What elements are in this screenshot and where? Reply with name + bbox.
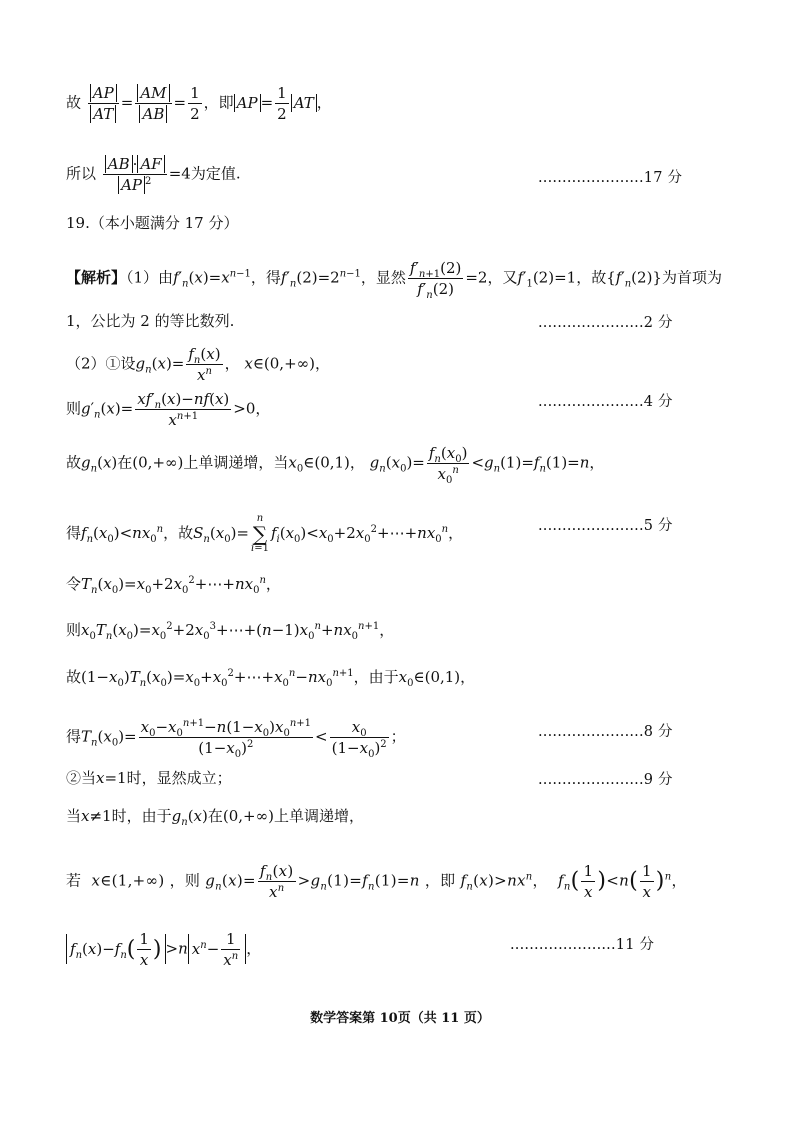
text-p1b: ，得 — [250, 268, 281, 287]
frac-gx0: $\frac{f_n(x_0)}{x_0^n}$ — [428, 444, 468, 486]
score-5: ......................5 分 — [538, 518, 673, 534]
text-p3a: 在 — [117, 453, 133, 472]
text-dingzhi: 为定值. — [190, 164, 241, 183]
score-4: ......................4 分 — [538, 394, 673, 410]
frac-ap-at: $\frac{AP}{AT}$ — [88, 84, 119, 123]
frac-gn: $\frac{f_n(x)}{x^n}$ — [188, 345, 221, 384]
score-8: ......................8 分 — [538, 724, 673, 740]
text-p1d: ，又 — [487, 268, 518, 287]
text-zeg: ，则 — [169, 871, 201, 890]
abs-ineq-line: $f_n(x)-f_n$( $\frac{1}{x}$ ) >n $x^n-$ $\frac{1}{x^n}$ ， — [66, 930, 261, 969]
sum-symbol: n ∑ i=1 — [250, 513, 269, 554]
frac-constant: $\frac{AB \cdot AF}{AP ^2}$ — [103, 155, 167, 194]
frac-deriv: $\frac{xf'_n(x)-nf(x)}{x^{n+1}}$ — [137, 390, 230, 429]
text-zai: 在 — [207, 807, 223, 825]
abs-left: $f_n(x)-f_n$( $\frac{1}{x}$ ) — [66, 934, 166, 964]
text-p1c: ，显然 — [360, 268, 406, 287]
text-gu-s: ，故 — [163, 524, 194, 542]
part2-def: （2）①设$g_n(x)=$ $\frac{f_n(x)}{x^n}$ ， x∈(0,+∞)， — [66, 345, 330, 384]
score-9: ......................9 分 — [538, 772, 673, 788]
abs-right: $x^n-$ $\frac{1}{x^n}$ — [188, 934, 246, 964]
text-p1a: （1）由 — [126, 268, 174, 287]
frac-inv-x-3: $\frac{1}{x}$ — [139, 930, 149, 969]
text-case1: ②当 — [66, 769, 97, 787]
tn-result: 得$T_n(x_0)=$ $\frac{x_0-x_0^{n+1}-n(1-x_0)x_0^{n+1}}{(1-x_0)^2}$ < $\frac{x_0}{(1-x_0)^2}$ ； — [66, 718, 406, 760]
text-case2b: 时，由于 — [111, 807, 172, 825]
if-line: 若 x∈(1,+∞) ，则 $g_n(x)=$ $\frac{f_n(x)}{x^n}$ $>g_n(1)=f_n(1)=n$ ，即 $f_n(x)>nx^n$， $f_n$( $\frac{1}{x}$ )<n( $\frac{1}{x}$ )$^n$， — [66, 862, 687, 901]
tn-def: 令$T_n(x_0)=x_0+2x_0^2+\cdots+nx_0^n$， — [66, 575, 281, 596]
analysis-label: 【解析】 — [66, 268, 127, 287]
text-case1b: 时，显然成立； — [126, 769, 232, 787]
question-header: 19.（本小题满分 17 分） — [66, 214, 239, 232]
frac-tn: $\frac{x_0-x_0^{n+1}-n(1-x_0)x_0^{n+1}}{(1-x_0)^2}$ — [140, 718, 312, 760]
text-p1e: ，故 — [576, 268, 607, 287]
frac-bound: $\frac{x_0}{(1-x_0)^2}$ — [331, 718, 387, 760]
score-17: ......................17 分 — [538, 170, 683, 186]
difference-line: 故$(1-x_0)T_n(x_0)=x_0+x_0^2+\cdots+x_0^n-nx_0^{n+1}$，由于$x_0\in(0,1)$， — [66, 668, 476, 689]
frac-am-ab: $\frac{AM}{AB}$ — [135, 84, 171, 123]
text-ze: 则 — [66, 399, 82, 418]
text-ruo: 若 — [66, 871, 82, 890]
sum-line: 得$f_n(x_0)<nx_0^n$，故$S_n(x_0)=n$ ∑ $i=1f_i(x_0)<x_0+2x_0^2+\cdots+nx_0^n$， — [66, 513, 464, 554]
text-gu: 故 — [66, 93, 82, 112]
frac-gn-2: $\frac{f_n(x)}{x^n}$ — [259, 862, 294, 901]
text-case2: 当 — [66, 807, 82, 825]
text-suoyi: 所以 — [66, 164, 97, 183]
text-p3b: 上单调递增，当 — [183, 453, 289, 472]
text-de: 得 — [66, 524, 82, 542]
score-2: ......................2 分 — [538, 315, 673, 331]
page-footer: 数学答案第 10页（共 11 页） — [310, 1011, 490, 1026]
case-xne1: 当x≠1时，由于$g_n(x)$在(0,+∞)上单调递增， — [66, 807, 364, 828]
text-ji2: ，即 — [424, 871, 456, 890]
derivative-line: 则$g'_n(x)=$ $\frac{xf'_n(x)-nf(x)}{x^{n+1}}$ >0， — [66, 390, 271, 429]
text-p1f: 为首项为 — [661, 268, 722, 287]
score-11: ......................11 分 — [510, 937, 655, 953]
text-p2a: （2）①设 — [66, 354, 136, 373]
text-case2c: 上单调递增， — [273, 807, 364, 825]
part1-line: 【解析】（1）由$f'_n(x)=x^{n-1}$，得$f'_n(2)=2^{n-1}$，显然 $\frac{f'_{n+1}(2)}{f'_n(2)}$ =2，又$f'_1(2)=1$，故$\{f'_n(2)\}$为首项为 — [66, 259, 722, 301]
text-gu3: 故 — [66, 668, 82, 686]
frac-ratio: $\frac{f'_{n+1}(2)}{f'_n(2)}$ — [409, 259, 462, 301]
text-ling: 令 — [66, 575, 82, 593]
text-ji: ，即 — [203, 93, 234, 112]
text-ze-2: 则 — [66, 621, 82, 639]
frac-inv-xn: $\frac{1}{x^n}$ — [223, 930, 239, 969]
ratio-line: 故 $\frac{AP}{AT}$ = $\frac{AM}{AB}$ = $\frac{1}{2}$ ，即 AP = $\frac{1}{2}$ AT ， — [66, 84, 332, 123]
frac-half: $\frac{1}{2}$ — [190, 84, 200, 123]
text-gu2: 故 — [66, 453, 82, 472]
frac-inv-x-2: $\frac{1}{x}$ — [641, 862, 652, 901]
text-youyu: ，由于 — [353, 668, 399, 686]
frac-inv-x: $\frac{1}{x}$ — [583, 862, 594, 901]
text-de-2: 得 — [66, 727, 82, 746]
monotone-line: 故$g_n(x)$在(0,+∞)上单调递增，当$x_0\in(0,1)$， $g_n(x_0)=$ $\frac{f_n(x_0)}{x_0^n}$ $<g_n(1)=f_n(1)=n$， — [66, 444, 605, 486]
x0tn-line: 则$x_0T_n(x_0)=x_0^2+2x_0^3+\cdots+(n-1)x_0^n+nx_0^{n+1}$， — [66, 621, 395, 642]
frac-half-2: $\frac{1}{2}$ — [277, 84, 287, 123]
part1-line2: 1，公比为 2 的等比数列. — [66, 312, 235, 330]
constant-line: 所以 $\frac{AB \cdot AF}{AP ^2}$ =4为定值. — [66, 155, 241, 194]
case-x1: ②当x=1时，显然成立； — [66, 769, 232, 787]
